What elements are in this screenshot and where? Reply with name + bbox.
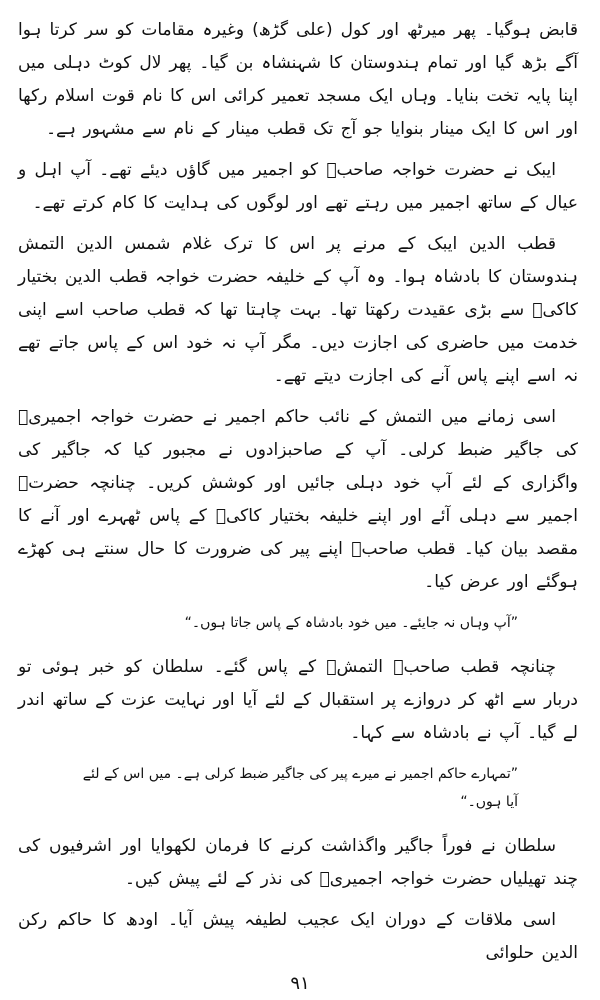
page-number: ۹۱ xyxy=(290,973,310,994)
paragraph: چنانچہ قطب صاحبؒ التمشؒ کے پاس گئے۔ سلطان کو خبر ہوئی تو دربار سے اٹھ کر دروازے پر استقبال کے لئے آیا اور نہایت عزت کے ساتھ اندر لے گیا۔ آپ نے بادشاہ سے کہا۔ xyxy=(18,657,578,743)
paragraph: سلطان نے فوراً جاگیر واگذاشت کرنے کا فرمان لکھوایا اور اشرفیوں کی چند تھیلیاں حضرت خواجہ اجمیریؒ کی نذر کے لئے پیش کیں۔ xyxy=(18,836,578,889)
paragraph: قطب الدین ایبک کے مرنے پر اس کا ترک غلام شمس الدین التمش ہندوستان کا بادشاہ ہوا۔ وہ آپ کے خلیفہ حضرت خواجہ قطب الدین بختیار کاکیؒ سے بڑی عقیدت رکھتا تھا۔ بہت چاہتا تھا کہ قطب صاحب اسے اپنی خدمت میں حاضری کی اجازت دیں۔ مگر آپ نہ خود اس کے پاس جاتے تھے نہ اسے اپنے پاس آنے کی اجازت دیتے تھے۔ xyxy=(18,234,578,386)
block-quote: ”آپ وہاں نہ جایئے۔ میں خود بادشاہ کے پاس جاتا ہوں۔“ xyxy=(184,615,518,631)
block-quote: ”تمہارے حاکم اجمیر نے میرے پیر کی جاگیر ضبط کرلی ہے۔ میں اس کے لئے آیا ہوں۔“ xyxy=(82,766,518,810)
paragraph: قابض ہوگیا۔ پھر میرٹھ اور کول (علی گڑھ) وغیرہ مقامات کو سر کرتا ہوا آگے بڑھ گیا اور تمام ہندوستان کا شہنشاہ بن گیا۔ پھر لال کوٹ دہلی میں اپنا پایہ تخت بنایا۔ وہاں ایک مسجد تعمیر کرائی اس کا نام قوت اسلام رکھا اور اس کا ایک مینار بنوایا جو آج تک قطب مینار کے نام سے مشہور ہے۔ xyxy=(18,20,578,139)
paragraph: ایبک نے حضرت خواجہ صاحبؒ کو اجمیر میں گاؤں دیئے تھے۔ آپ اہل و عیال کے ساتھ اجمیر میں رہتے تھے اور لوگوں کی ہدایت کا کام کرتے تھے۔ xyxy=(18,160,578,213)
paragraph: اسی زمانے میں التمش کے نائب حاکم اجمیر نے حضرت خواجہ اجمیریؒ کی جاگیر ضبط کرلی۔ آپ کے صاحبزادوں نے مجبور کیا کہ جاگیر کی واگزاری کے لئے آپ خود دہلی جائیں اور کوشش کریں۔ چنانچہ حضرتؒ اجمیر سے دہلی آئے اور اپنے خلیفہ بختیار کاکیؒ کے پاس ٹھہرے اور آنے کا مقصد بیان کیا۔ قطب صاحبؒ اپنے پیر کی ضرورت کا حال سنتے ہی کھڑے ہوگئے اور عرض کیا۔ xyxy=(18,407,578,592)
paragraph: اسی ملاقات کے دوران ایک عجیب لطیفہ پیش آیا۔ اودھ کا حاکم رکن الدین حلوائی xyxy=(18,910,578,963)
